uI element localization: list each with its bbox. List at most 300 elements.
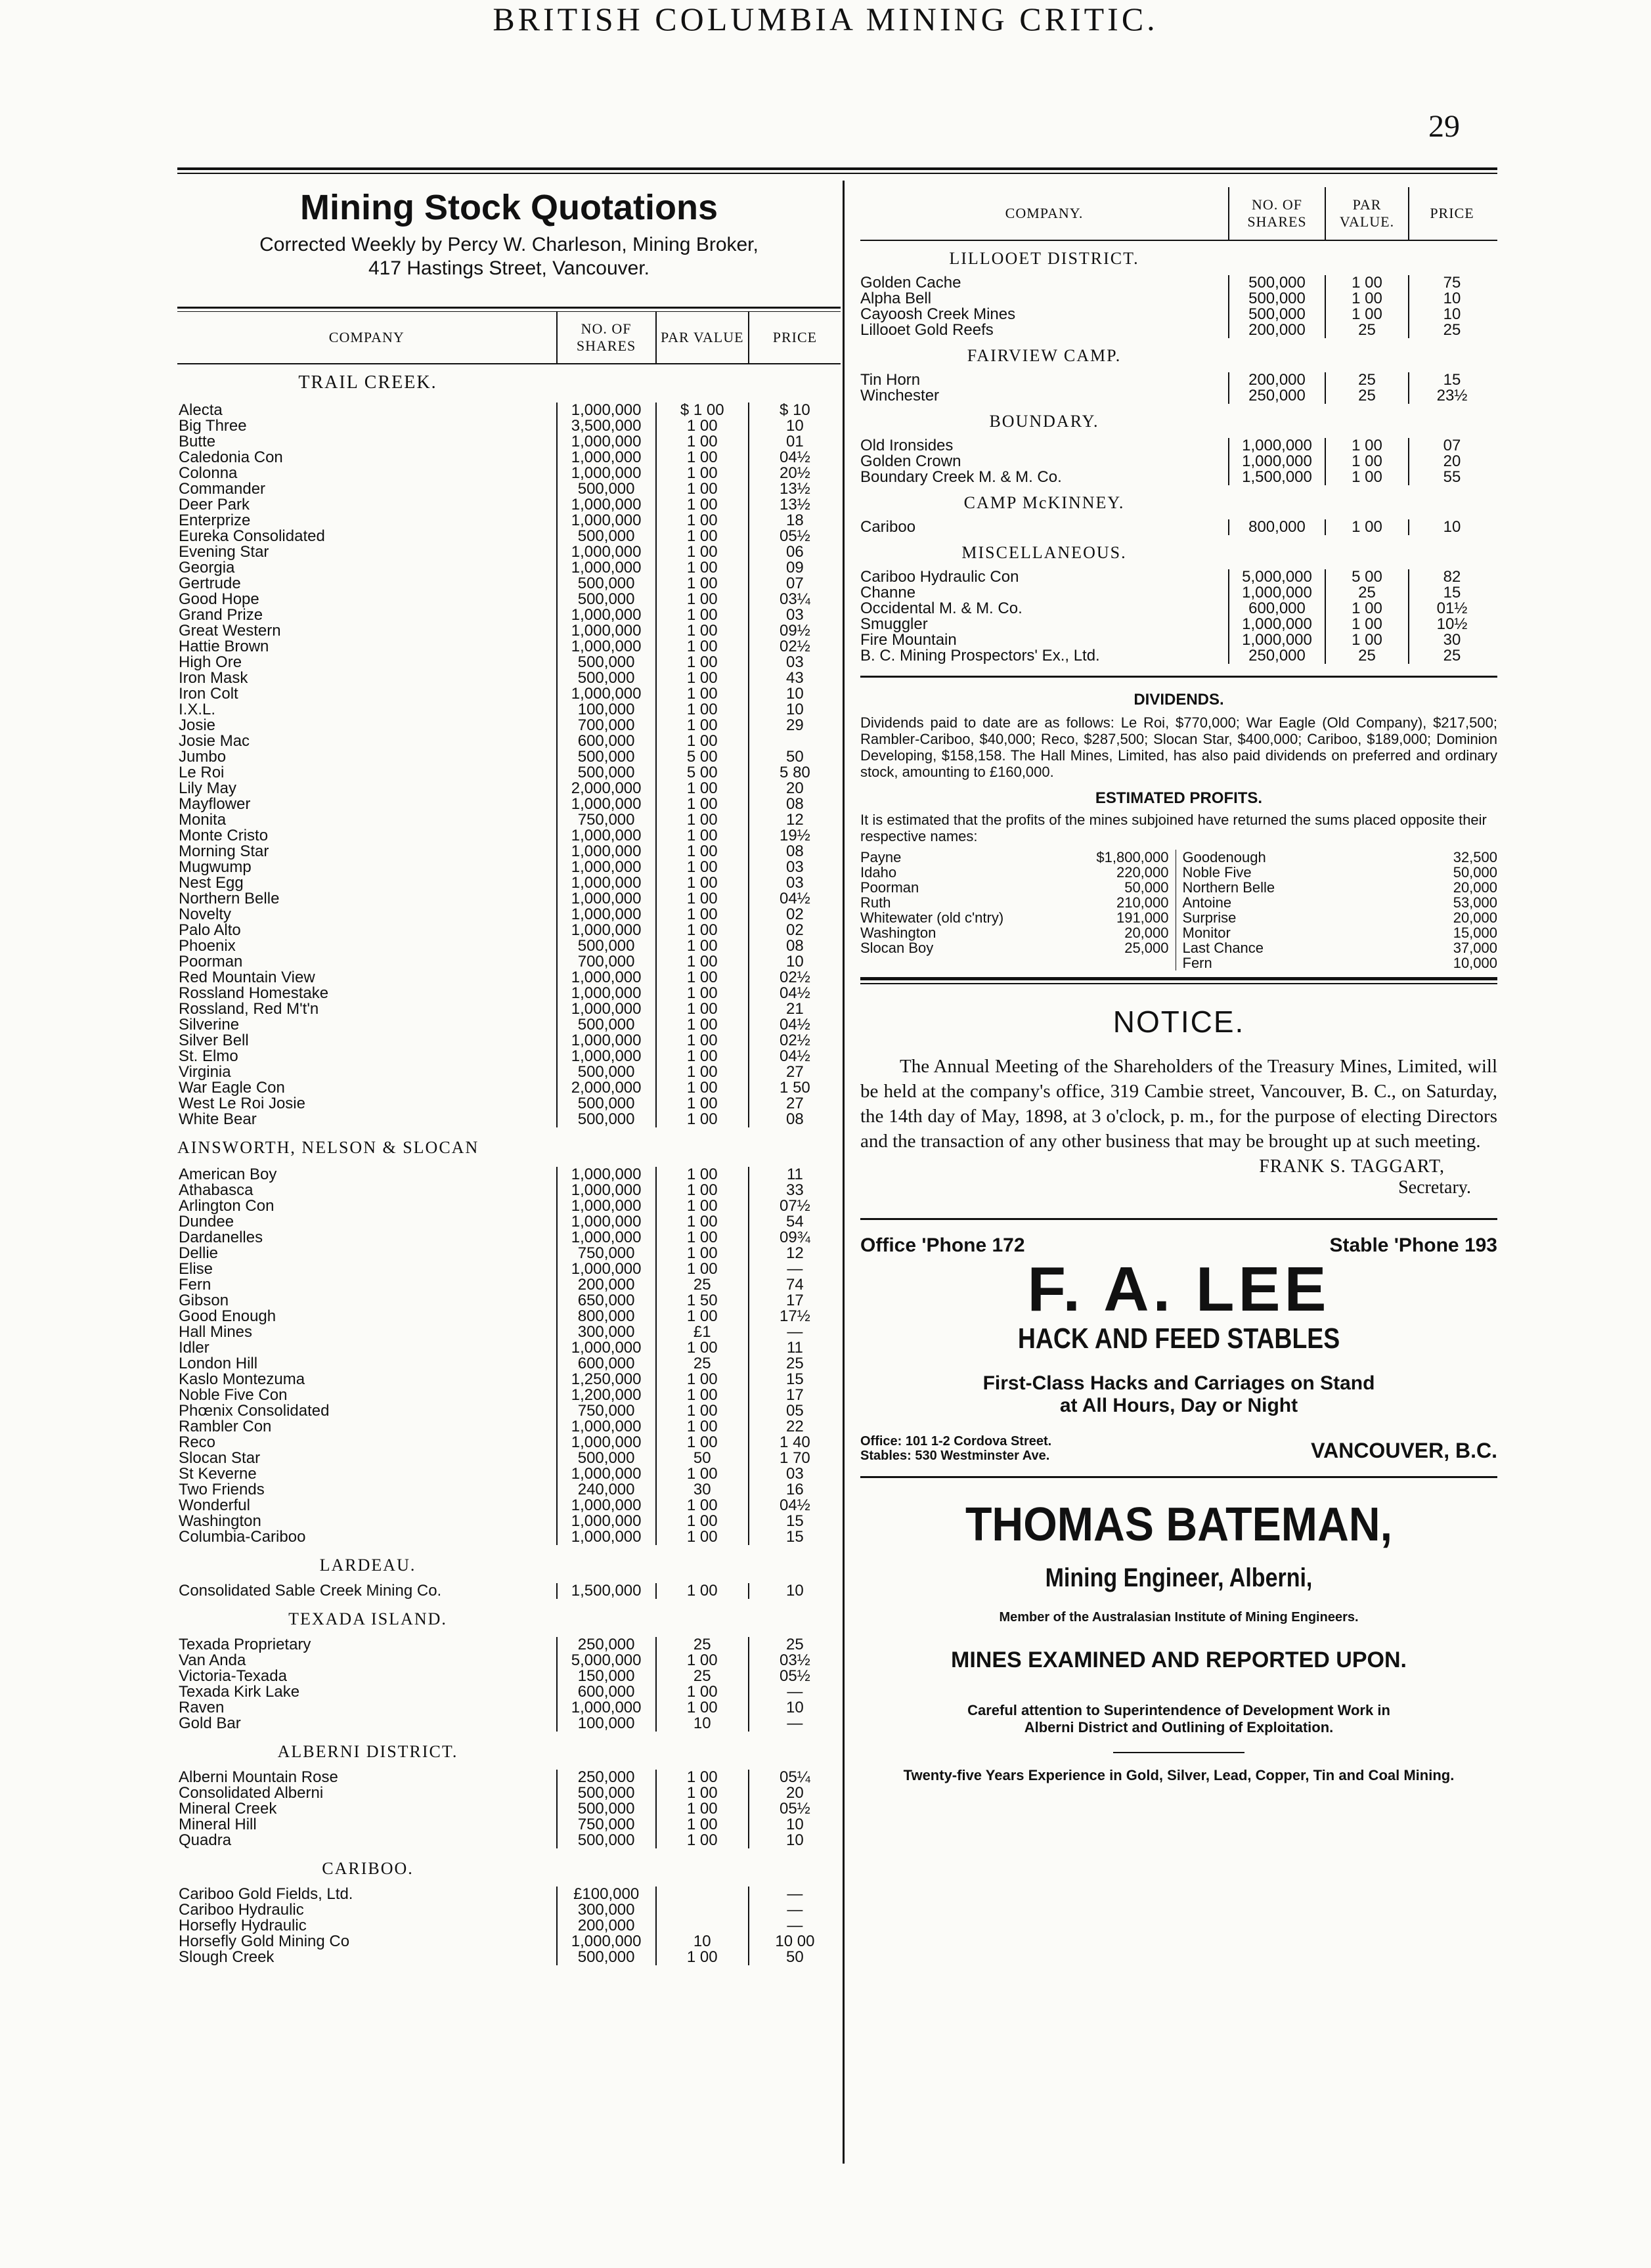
mine-name: Goodenough [1182, 849, 1266, 865]
profit-amount: 15,000 [1453, 925, 1497, 941]
par-value: 1 00 [655, 1214, 748, 1230]
par-value: 1 00 [655, 907, 748, 923]
price-value: 43 [748, 670, 841, 686]
price-value: 03 [748, 1466, 841, 1482]
profit-row [860, 880, 1169, 895]
col-par: PAR VALUE [655, 312, 748, 363]
price-value: 18 [748, 513, 841, 529]
shares-value: 1,000,000 [556, 860, 655, 875]
par-value: 5 00 [655, 749, 748, 765]
page-number: 29 [1428, 109, 1460, 144]
col-company: COMPANY [328, 329, 405, 345]
section-heading: LARDEAU. [319, 1556, 416, 1575]
par-value: 1 00 [655, 1514, 748, 1529]
shares-value: 200,000 [1228, 372, 1325, 388]
price-value: 08 [748, 1112, 841, 1127]
price-value: 27 [748, 1096, 841, 1112]
price-value: 5 80 [748, 765, 841, 781]
office-phone: Office 'Phone 172 [860, 1234, 1025, 1256]
shares-value: 500,000 [556, 670, 655, 686]
shares-value: 600,000 [556, 733, 655, 749]
shares-value: 1,000,000 [1228, 617, 1325, 632]
price-value: 13½ [748, 481, 841, 497]
page-header: BRITISH COLUMBIA MINING CRITIC. [493, 1, 1158, 37]
price-value: 54 [748, 1214, 841, 1230]
table-row [177, 1372, 841, 1387]
shares-value: 1,000,000 [556, 1001, 655, 1017]
par-value: 1 00 [655, 1183, 748, 1198]
company-name: Good Hope [179, 592, 259, 607]
price-value: 1 50 [748, 1080, 841, 1096]
company-name: Commander [179, 481, 266, 497]
shares-value: 100,000 [556, 1716, 655, 1732]
shares-value: 500,000 [556, 481, 655, 497]
par-value: 1 00 [655, 1096, 748, 1112]
mine-name: Idaho [860, 864, 897, 881]
profit-row [1183, 895, 1498, 910]
company-name: Raven [179, 1700, 225, 1716]
par-value: 1 00 [655, 718, 748, 733]
shares-value: 800,000 [556, 1309, 655, 1324]
quotations-body [177, 372, 841, 1965]
shares-value: 200,000 [556, 1918, 655, 1934]
table-row [177, 1498, 841, 1514]
company-name: Columbia-Cariboo [179, 1529, 306, 1545]
company-name: White Bear [179, 1112, 257, 1127]
par-value: 1 00 [655, 1001, 748, 1017]
shares-value: 1,000,000 [556, 923, 655, 938]
company-name: Monte Cristo [179, 828, 269, 844]
par-value: 1 00 [655, 938, 748, 954]
bateman-short-rule [1113, 1752, 1244, 1753]
table-row [177, 938, 841, 954]
table-row [177, 749, 841, 765]
company-name: High Ore [179, 655, 242, 670]
table-row [177, 1183, 841, 1198]
company-name: Alecta [179, 403, 223, 418]
par-value: 1 00 [655, 450, 748, 466]
profit-amount: $1,800,000 [1096, 849, 1169, 865]
table-row [177, 860, 841, 875]
table-row [177, 1214, 841, 1230]
table-row [177, 1801, 841, 1817]
table-row [177, 1716, 841, 1732]
company-name: Cariboo Hydraulic [179, 1902, 304, 1918]
company-name: Silver Bell [179, 1033, 249, 1049]
table-row [860, 569, 1497, 585]
company-name: Smuggler [860, 617, 928, 632]
par-value: 1 00 [655, 544, 748, 560]
shares-value: 500,000 [556, 1801, 655, 1817]
price-value: 11 [748, 1167, 841, 1183]
profits-left [860, 850, 1176, 970]
mine-name: Northern Belle [1182, 879, 1275, 896]
par-value: 1 00 [655, 812, 748, 828]
par-value: 1 00 [655, 796, 748, 812]
par-value: 1 00 [655, 970, 748, 986]
header-rule [177, 167, 1497, 170]
par-value: 1 00 [655, 529, 748, 544]
company-name: Cayoosh Creek Mines [860, 307, 1016, 322]
table-row [177, 497, 841, 513]
price-value: 20½ [748, 466, 841, 481]
price-value: 20 [748, 1785, 841, 1801]
profits-title: ESTIMATED PROFITS. [1095, 789, 1263, 807]
table-row [177, 1309, 841, 1324]
profit-row [860, 865, 1169, 880]
par-value: 1 00 [655, 686, 748, 702]
par-value: 1 00 [655, 1198, 748, 1214]
company-name: War Eagle Con [179, 1080, 285, 1096]
section-heading: CARIBOO. [322, 1859, 414, 1878]
company-name: Cariboo Gold Fields, Ltd. [179, 1886, 353, 1902]
company-name: Noble Five Con [179, 1387, 288, 1403]
price-value: 12 [748, 812, 841, 828]
price-value: 74 [748, 1277, 841, 1293]
shares-value: 1,000,000 [556, 1183, 655, 1198]
price-value: 10 [748, 1817, 841, 1833]
company-name: Quadra [179, 1833, 232, 1848]
table-row [860, 585, 1497, 601]
table-row [177, 1514, 841, 1529]
shares-value: 300,000 [556, 1324, 655, 1340]
company-name: West Le Roi Josie [179, 1096, 305, 1112]
shares-value: 1,500,000 [1228, 469, 1325, 485]
shares-value: 2,000,000 [556, 781, 655, 796]
par-value: 10 [655, 1934, 748, 1950]
price-value: 17 [748, 1387, 841, 1403]
company-name: Enterprize [179, 513, 251, 529]
price-value: $ 10 [748, 403, 841, 418]
shares-value: 1,000,000 [1228, 438, 1325, 454]
price-value: — [748, 1324, 841, 1340]
table-row [177, 812, 841, 828]
company-name: Morning Star [179, 844, 269, 860]
price-value: 03 [748, 655, 841, 670]
par-value: 25 [1325, 372, 1408, 388]
company-name: Great Western [179, 623, 281, 639]
par-value: 5 00 [655, 765, 748, 781]
profit-amount: 20,000 [1453, 879, 1497, 896]
shares-value: 1,000,000 [556, 513, 655, 529]
table-row [177, 796, 841, 812]
company-name: Channe [860, 585, 916, 601]
price-value: 03 [748, 607, 841, 623]
shares-value: 500,000 [556, 749, 655, 765]
price-value [748, 733, 841, 749]
shares-value: 500,000 [1228, 307, 1325, 322]
table-row [177, 828, 841, 844]
table-row [177, 1064, 841, 1080]
table-row [177, 607, 841, 623]
company-name: Alpha Bell [860, 291, 932, 307]
par-value: $ 1 00 [655, 403, 748, 418]
table-row [860, 648, 1497, 664]
table-row [177, 670, 841, 686]
shares-value: 1,000,000 [1228, 585, 1325, 601]
header-rule-thin [177, 173, 1497, 174]
shares-value: 600,000 [556, 1684, 655, 1700]
table-row [177, 923, 841, 938]
price-value: 09 [748, 560, 841, 576]
table-row [177, 1785, 841, 1801]
company-name: Gertrude [179, 576, 241, 592]
company-name: Mineral Hill [179, 1817, 257, 1833]
table-row [177, 765, 841, 781]
company-name: Consolidated Sable Creek Mining Co. [179, 1583, 442, 1599]
col-par: PAR VALUE. [1325, 187, 1408, 240]
company-name: Mugwump [179, 860, 252, 875]
notice-rule-2 [860, 983, 1497, 984]
company-name: Texada Proprietary [179, 1637, 311, 1653]
shares-value: 1,000,000 [556, 497, 655, 513]
company-name: Winchester [860, 388, 940, 404]
shares-value: 1,000,000 [556, 639, 655, 655]
table-row [177, 1246, 841, 1261]
table-row [860, 601, 1497, 617]
shares-value: 500,000 [556, 1096, 655, 1112]
par-value: 1 00 [655, 860, 748, 875]
price-value: 11 [748, 1340, 841, 1356]
bateman-mines: MINES EXAMINED AND REPORTED UPON. [951, 1647, 1407, 1672]
company-name: Palo Alto [179, 923, 241, 938]
par-value: 25 [655, 1277, 748, 1293]
company-name: Phoenix [179, 938, 236, 954]
price-value: 03 [748, 875, 841, 891]
price-value: 33 [748, 1183, 841, 1198]
company-name: Big Three [179, 418, 247, 434]
par-value: 1 00 [655, 1017, 748, 1033]
mine-name: Whitewater (old c'ntry) [860, 909, 1004, 926]
profit-amount: 25,000 [1124, 940, 1169, 956]
price-value: — [748, 1684, 841, 1700]
par-value: 1 00 [655, 1435, 748, 1450]
par-value: 1 00 [655, 1817, 748, 1833]
par-value: 1 50 [655, 1293, 748, 1309]
price-value: 04½ [748, 1049, 841, 1064]
shares-value: 750,000 [556, 1246, 655, 1261]
price-value: 25 [748, 1356, 841, 1372]
company-name: Butte [179, 434, 216, 450]
par-value: 1 00 [655, 481, 748, 497]
profit-row [1183, 865, 1498, 880]
price-value: 25 [748, 1637, 841, 1653]
par-value: 1 00 [655, 844, 748, 860]
shares-value: 1,000,000 [556, 796, 655, 812]
par-value: 1 00 [655, 1684, 748, 1700]
price-value: 07½ [748, 1198, 841, 1214]
profit-amount: 220,000 [1116, 864, 1169, 881]
par-value: 1 00 [655, 607, 748, 623]
company-name: Iron Colt [179, 686, 238, 702]
stock-quotations [177, 187, 841, 1965]
price-value: 06 [748, 544, 841, 560]
par-value: 1 00 [1325, 438, 1408, 454]
par-value: 1 00 [655, 497, 748, 513]
par-value: 1 00 [655, 875, 748, 891]
profit-row [1183, 955, 1498, 970]
table-row [177, 1466, 841, 1482]
price-value: — [748, 1716, 841, 1732]
shares-value: 1,000,000 [556, 828, 655, 844]
shares-value: 500,000 [556, 1017, 655, 1033]
shares-value: 1,500,000 [556, 1583, 655, 1599]
shares-value: 500,000 [556, 938, 655, 954]
right-table-body [860, 249, 1497, 664]
price-value: 02 [748, 907, 841, 923]
table-row [177, 1340, 841, 1356]
price-value: 03¼ [748, 592, 841, 607]
shares-value: 1,000,000 [556, 891, 655, 907]
company-name: Consolidated Alberni [179, 1785, 324, 1801]
company-name: Alberni Mountain Rose [179, 1770, 338, 1785]
shares-value: £100,000 [556, 1886, 655, 1902]
lee-rule [860, 1218, 1497, 1220]
price-value: 09¾ [748, 1230, 841, 1246]
company-name: Fire Mountain [860, 632, 957, 648]
profits-table [860, 850, 1497, 970]
bateman-role: Mining Engineer, Alberni, [1045, 1563, 1313, 1592]
par-value: 1 00 [1325, 291, 1408, 307]
price-value: 16 [748, 1482, 841, 1498]
table-row [860, 275, 1497, 291]
par-value: 1 00 [655, 828, 748, 844]
company-name: Grand Prize [179, 607, 263, 623]
shares-value: 1,000,000 [556, 434, 655, 450]
company-name: Deer Park [179, 497, 250, 513]
mine-name: Surprise [1182, 909, 1237, 926]
table-row [177, 1096, 841, 1112]
company-name: American Boy [179, 1167, 277, 1183]
par-value: 1 00 [1325, 469, 1408, 485]
par-value: 1 00 [655, 733, 748, 749]
price-value: 08 [748, 796, 841, 812]
profit-amount: 20,000 [1453, 909, 1497, 926]
company-name: Kaslo Montezuma [179, 1372, 305, 1387]
table-row [177, 1001, 841, 1017]
price-value: 25 [1408, 322, 1495, 338]
table-row [177, 1167, 841, 1183]
company-name: Evening Star [179, 544, 269, 560]
company-name: Le Roi [179, 765, 225, 781]
price-value: 22 [748, 1419, 841, 1435]
price-value: 15 [748, 1514, 841, 1529]
shares-value: 600,000 [1228, 601, 1325, 617]
price-value: 08 [748, 938, 841, 954]
shares-value: 200,000 [556, 1277, 655, 1293]
shares-value: 1,000,000 [556, 1466, 655, 1482]
shares-value: 1,000,000 [556, 1049, 655, 1064]
company-name: Occidental M. & M. Co. [860, 601, 1023, 617]
shares-value: 1,250,000 [556, 1372, 655, 1387]
table-row [177, 1261, 841, 1277]
par-value: 1 00 [655, 891, 748, 907]
company-name: Georgia [179, 560, 235, 576]
price-value: 05½ [748, 1801, 841, 1817]
price-value: 10½ [1408, 617, 1495, 632]
price-value: 15 [1408, 372, 1495, 388]
shares-value: 1,000,000 [556, 875, 655, 891]
price-value: 15 [748, 1529, 841, 1545]
shares-value: 150,000 [556, 1668, 655, 1684]
par-value: £1 [655, 1324, 748, 1340]
par-value [655, 1902, 748, 1918]
table-row [177, 718, 841, 733]
price-value: 01 [748, 434, 841, 450]
table-row [177, 781, 841, 796]
shares-value: 500,000 [556, 1833, 655, 1848]
shares-value: 1,000,000 [1228, 454, 1325, 469]
table-row [177, 954, 841, 970]
par-value: 1 00 [1325, 275, 1408, 291]
company-name: Jumbo [179, 749, 227, 765]
table-top-rule-2 [177, 311, 841, 312]
company-name: B. C. Mining Prospectors' Ex., Ltd. [860, 648, 1100, 664]
shares-value: 1,000,000 [556, 466, 655, 481]
table-row [177, 655, 841, 670]
shares-value: 1,000,000 [556, 844, 655, 860]
bateman-experience: Twenty-five Years Experience in Gold, Silver, Lead, Copper, Tin and Coal Mining. [903, 1767, 1455, 1783]
price-value: 01½ [1408, 601, 1495, 617]
par-value: 5 00 [1325, 569, 1408, 585]
table-row [177, 1450, 841, 1466]
company-name: Mineral Creek [179, 1801, 277, 1817]
company-name: Horsefly Gold Mining Co [179, 1934, 350, 1950]
par-value: 1 00 [655, 781, 748, 796]
shares-value: 750,000 [556, 1817, 655, 1833]
profit-amount: 53,000 [1453, 894, 1497, 911]
table-row [177, 1277, 841, 1293]
shares-value: 500,000 [556, 1112, 655, 1127]
price-value: 17 [748, 1293, 841, 1309]
table-row [177, 466, 841, 481]
table-row [177, 1049, 841, 1064]
mine-name: Noble Five [1182, 864, 1252, 881]
par-value: 1 00 [655, 1112, 748, 1127]
table-row [177, 1934, 841, 1950]
price-value: 04½ [748, 891, 841, 907]
company-name: Good Enough [179, 1309, 276, 1324]
quotations-title: Mining Stock Quotations [300, 188, 718, 227]
table-row [177, 1230, 841, 1246]
par-value: 1 00 [655, 1340, 748, 1356]
shares-value: 1,000,000 [556, 1529, 655, 1545]
company-name: Athabasca [179, 1183, 253, 1198]
par-value: 25 [655, 1637, 748, 1653]
price-value: 02½ [748, 970, 841, 986]
company-name: Rambler Con [179, 1419, 272, 1435]
company-name: Arlington Con [179, 1198, 275, 1214]
price-value: 20 [1408, 454, 1495, 469]
company-name: Slough Creek [179, 1950, 275, 1965]
mine-name: Last Chance [1182, 940, 1264, 956]
section-heading: FAIRVIEW CAMP. [967, 346, 1122, 365]
company-name: I.X.L. [179, 702, 216, 718]
price-value: 50 [748, 1950, 841, 1965]
shares-value: 500,000 [556, 765, 655, 781]
company-name: Victoria-Texada [179, 1668, 287, 1684]
company-name: Rossland Homestake [179, 986, 329, 1001]
company-name: Phœnix Consolidated [179, 1403, 330, 1419]
par-value: 10 [655, 1716, 748, 1732]
table-row [177, 1198, 841, 1214]
company-name: Dardanelles [179, 1230, 263, 1246]
shares-value: 200,000 [1228, 322, 1325, 338]
table-row [177, 450, 841, 466]
profit-amount: 20,000 [1124, 925, 1169, 941]
quotations-subtitle-2: 417 Hastings Street, Vancouver. [368, 257, 650, 279]
price-value: 17½ [748, 1309, 841, 1324]
